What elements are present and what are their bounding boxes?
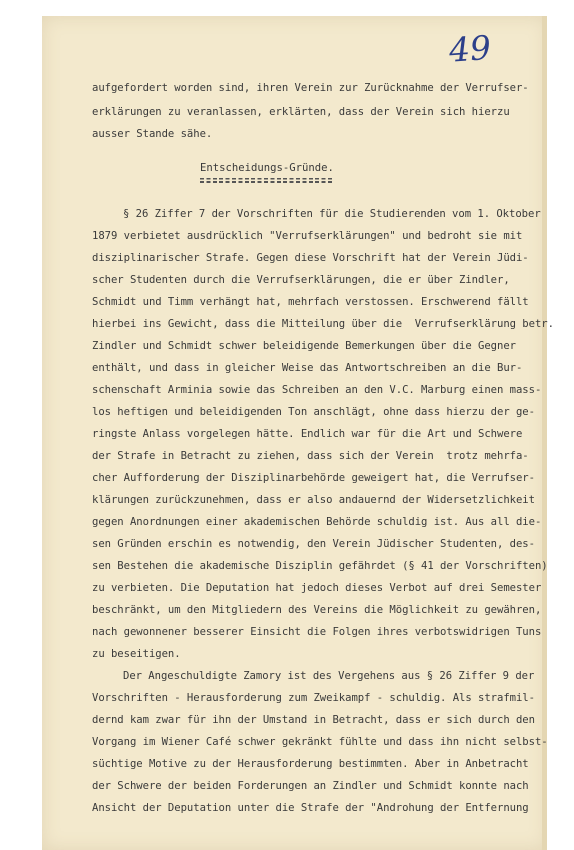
text-line: Zindler und Schmidt schwer beleidigende Bemerkungen über die Gegner (92, 340, 516, 352)
text-line: beschränkt, um den Mitgliedern des Vereins die Möglichkeit zu gewähren, (92, 604, 542, 616)
text-line: § 26 Ziffer 7 der Vorschriften für die Studierenden vom 1. Oktober (123, 208, 541, 220)
section-heading: Entscheidungs-Gründe. (200, 162, 334, 174)
text-line: zu beseitigen. (92, 648, 181, 660)
heading-double-underline (200, 176, 334, 186)
text-line: ringste Anlass vorgelegen hätte. Endlich war für die Art und Schwere (92, 428, 523, 440)
text-line: ausser Stande sähe. (92, 128, 213, 140)
text-line: Vorgang im Wiener Café schwer gekränkt fühlte und dass ihn nicht selbst- (92, 736, 548, 748)
text-line: Der Angeschuldigte Zamory ist des Vergehens aus § 26 Ziffer 9 der (123, 670, 535, 682)
text-line: hierbei ins Gewicht, dass die Mitteilung über die Verrufserklärung betr. (92, 318, 554, 330)
text-line: Vorschriften - Herausforderung zum Zweikampf - schuldig. Als strafmil- (92, 692, 535, 704)
text-line: schenschaft Arminia sowie das Schreiben an den V.C. Marburg einen mass- (92, 384, 542, 396)
folio-number: 49 (447, 27, 493, 70)
text-line: disziplinarischer Strafe. Gegen diese Vorschrift hat der Verein Jüdi- (92, 252, 529, 264)
text-line: gegen Anordnungen einer akademischen Behörde schuldig ist. Aus all die- (92, 516, 542, 528)
text-line: süchtige Motive zu der Herausforderung bestimmten. Aber in Anbetracht (92, 758, 529, 770)
text-line: sen Bestehen die akademische Disziplin gefährdet (§ 41 der Vorschriften) (92, 560, 548, 572)
text-line: los heftigen und beleidigenden Ton anschlägt, ohne dass hierzu der ge- (92, 406, 535, 418)
text-line: enthält, und dass in gleicher Weise das Antwortschreiben an die Bur- (92, 362, 523, 374)
text-line: dernd kam zwar für ihn der Umstand in Betracht, dass er sich durch den (92, 714, 535, 726)
page-edge (542, 16, 547, 850)
text-line: klärungen zurückzunehmen, dass er also andauernd der Widersetzlichkeit (92, 494, 535, 506)
text-line: aufgefordert worden sind, ihren Verein zur Zurücknahme der Verrufser- (92, 82, 529, 94)
text-line: scher Studenten durch die Verrufserklärungen, die er über Zindler, (92, 274, 510, 286)
text-line: erklärungen zu veranlassen, erklärten, dass der Verein sich hierzu (92, 106, 510, 118)
text-line: der Strafe in Betracht zu ziehen, dass sich der Verein trotz mehrfa- (92, 450, 529, 462)
text-line: Ansicht der Deputation unter die Strafe der "Androhung der Entfernung (92, 802, 529, 814)
text-line: sen Gründen erschin es notwendig, den Verein Jüdischer Studenten, des- (92, 538, 535, 550)
text-line: nach gewonnener besserer Einsicht die Folgen ihres verbotswidrigen Tuns (92, 626, 542, 638)
text-line: der Schwere der beiden Forderungen an Zindler und Schmidt konnte nach (92, 780, 529, 792)
text-line: Schmidt und Timm verhängt hat, mehrfach verstossen. Erschwerend fällt (92, 296, 529, 308)
text-line: cher Aufforderung der Disziplinarbehörde geweigert hat, die Verrufser- (92, 472, 535, 484)
text-line: 1879 verbietet ausdrücklich "Verrufserklärungen" und bedroht sie mit (92, 230, 523, 242)
text-line: zu verbieten. Die Deputation hat jedoch dieses Verbot auf drei Semester (92, 582, 542, 594)
